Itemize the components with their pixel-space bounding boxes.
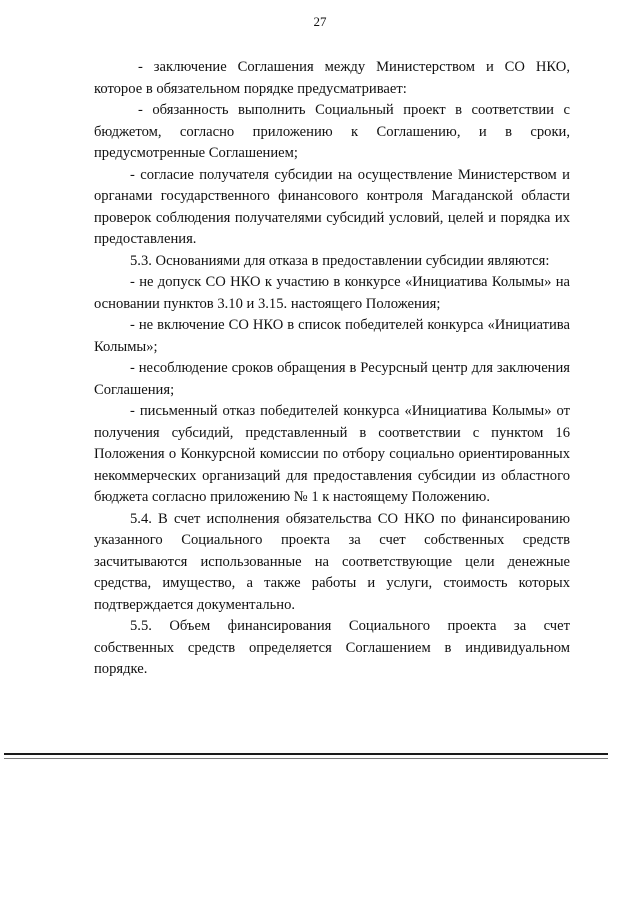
paragraph-not-admitted: - не допуск СО НКО к участию в конкурсе «Инициатива Колымы» на основании пунктов 3.10 и 3.15. настоящего Положения; (94, 274, 570, 312)
paragraph-not-included: - не включение СО НКО в список победителей конкурса «Инициатива Колымы»; (94, 317, 570, 355)
paragraph-section-5-5: 5.5. Объем финансирования Социального проекта за счет собственных средств определяется Соглашением в индивидуальном порядке. (94, 618, 570, 677)
paragraph-deadline-violation: - несоблюдение сроков обращения в Ресурсный центр для заключения Соглашения; (94, 360, 570, 398)
footer-divider-thin (4, 758, 608, 759)
paragraph-section-5-4: 5.4. В счет исполнения обязательства СО НКО по финансированию указанного Социального проекта за счет собственных средств засчитываются использованные на соответствующие цели денежные средства, имущество, а также работы и услуги, стоимость которых подтверждается документально. (94, 510, 570, 613)
document-body (94, 57, 570, 681)
paragraph-consent-inspection: - согласие получателя субсидии на осуществление Министерством и органами государственного финансового контроля Магаданской области проверок соблюдения получателями субсидий условий, целей и порядка их предоставления. (94, 166, 570, 247)
paragraph-section-5-3: 5.3. Основаниями для отказа в предоставлении субсидии являются: (130, 252, 550, 269)
page-number: 27 (313, 14, 327, 29)
paragraph-agreement-conclusion: - заключение Соглашения между Министерством и СО НКО, которое в обязательном порядке предусматривает: (94, 59, 570, 97)
paragraph-written-refusal: - письменный отказ победителей конкурса «Инициатива Колымы» от получения субсидий, представленный в соответствии с пунктом 16 Положения о Конкурсной комиссии по отбору социально ориентированных некоммерческих организаций для предоставления субсидии из областного бюджета согласно приложению № 1 к настоящему Положению. (94, 403, 570, 505)
paragraph-obligation-budget: - обязанность выполнить Социальный проект в соответствии с бюджетом, согласно приложению к Соглашению, и в сроки, предусмотренные Соглашением; (94, 102, 570, 161)
footer-divider (4, 753, 608, 755)
